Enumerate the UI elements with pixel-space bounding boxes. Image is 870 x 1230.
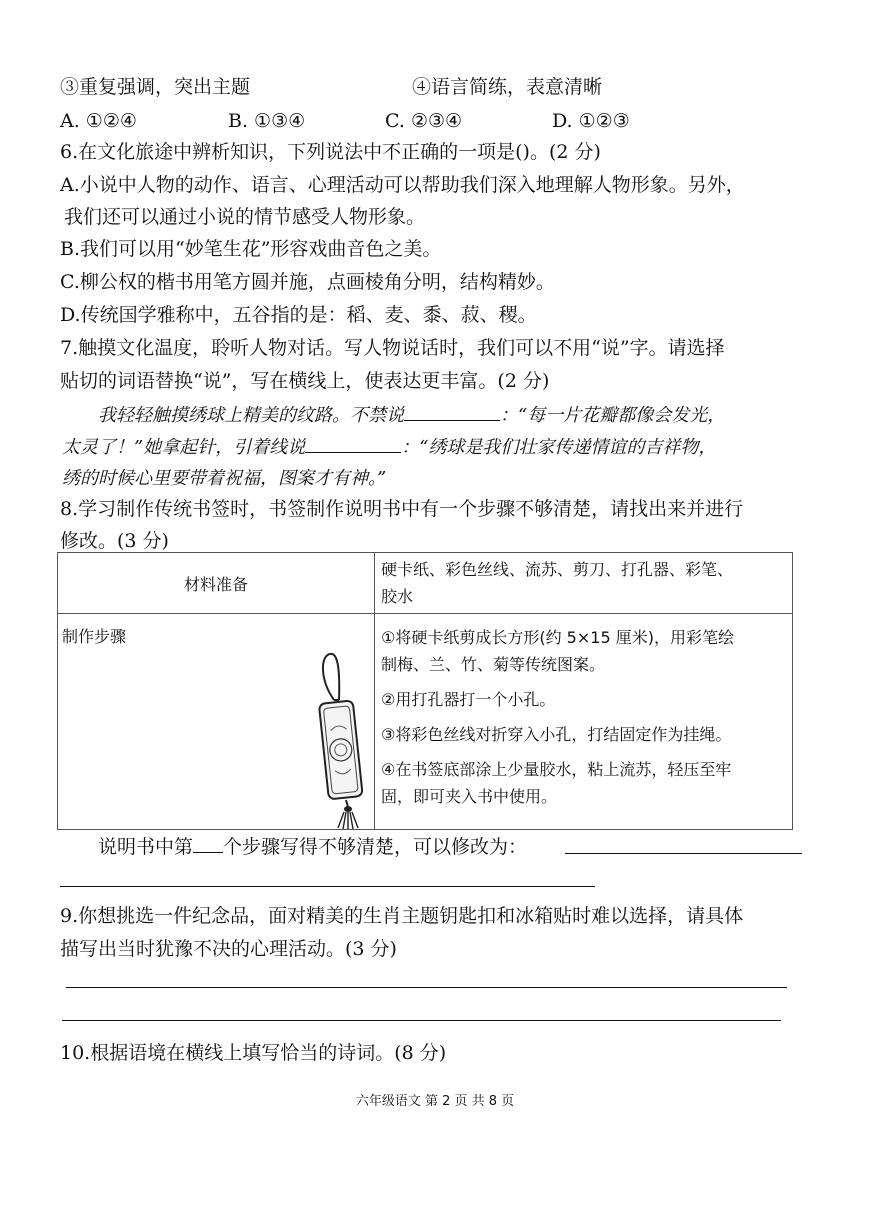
q7-passage-text: ：“绣球是我们壮家传递情谊的吉祥物， — [401, 437, 717, 458]
bookmark-illustration — [306, 652, 376, 830]
materials-line: 硬卡纸、彩色丝线、流苏、剪刀、打孔器、彩笔、 — [381, 560, 734, 579]
q8-stem-line1: 8.学习制作传统书签时，书签制作说明书中有一个步骤不够清楚，请找出来并进行 — [60, 498, 744, 520]
step-4 — [381, 756, 786, 810]
q5-option-c: C. ②③④ — [385, 110, 463, 132]
q5-option-d: D. ①②③ — [552, 110, 630, 132]
q5-option-b: B. ①③④ — [228, 110, 306, 132]
q7-passage-text: 我轻轻触摸绣球上精美的纹路。不禁说 — [98, 405, 404, 426]
q7-blank-2[interactable] — [305, 434, 401, 453]
q8-answer-line — [98, 834, 527, 860]
q7-stem-line1: 7.触摸文化温度，聆听人物对话。写人物说话时，我们可以不用“说”字。请选择 — [60, 337, 725, 359]
q8-answer-blank-2[interactable] — [60, 886, 595, 887]
q8-answer-text: 个步骤写得不够清楚，可以修改为： — [223, 836, 528, 858]
q9-answer-line-2[interactable] — [62, 1020, 781, 1021]
steps-list — [375, 614, 793, 830]
step-text: ①将硬卡纸剪成长方形(约 5×15 厘米)，用彩笔绘 — [381, 628, 734, 647]
q7-passage-line1 — [98, 402, 725, 429]
bookmark-instructions-table — [57, 552, 793, 830]
q7-passage-text: 太灵了！”她拿起针，引着线说 — [62, 437, 306, 458]
steps-label-cell — [58, 614, 375, 830]
materials-line: 胶水 — [381, 587, 414, 606]
steps-label: 制作步骤 — [62, 627, 127, 646]
q10-stem: 10.根据语境在横线上填写恰当的诗词。(8 分) — [60, 1042, 447, 1064]
q8-answer-blank-1[interactable] — [565, 853, 802, 854]
q6-stem: 6.在文化旅途中辨析知识，下列说法中不正确的一项是()。(2 分) — [60, 141, 601, 163]
q7-stem-line2: 贴切的词语替换“说”，写在横线上，使表达更丰富。(2 分) — [60, 370, 550, 392]
q6-option-a-line1: A.小说中人物的动作、语言、心理活动可以帮助我们深入地理解人物形象。另外， — [60, 174, 745, 196]
q6-option-b: B.我们可以用“妙笔生花”形容戏曲音色之美。 — [60, 238, 442, 260]
q6-option-a-line2: 我们还可以通过小说的情节感受人物形象。 — [64, 206, 426, 228]
q5-option-a: A. ①②④ — [60, 110, 137, 132]
q6-option-c: C.柳公权的楷书用笔方圆并施，点画棱角分明，结构精妙。 — [60, 271, 555, 293]
step-1 — [381, 624, 786, 678]
q7-passage-line3: 绣的时候心里要带着祝福，图案才有神。” — [62, 468, 387, 489]
q8-stem-line2: 修改。(3 分) — [60, 530, 169, 552]
step-text: 固，即可夹入书中使用。 — [381, 787, 558, 806]
step-text: 制梅、兰、竹、菊等传统图案。 — [381, 655, 606, 674]
q7-passage-line2 — [62, 434, 716, 461]
materials-label: 材料准备 — [58, 553, 375, 614]
step-2: ②用打孔器打一个小孔。 — [381, 690, 556, 709]
q9-stem-line2: 描写出当时犹豫不决的心理活动。(3 分) — [60, 938, 397, 960]
q9-answer-line-1[interactable] — [66, 987, 787, 988]
materials-list — [375, 553, 793, 614]
step-3: ③将彩色丝线对折穿入小孔，打结固定作为挂绳。 — [381, 725, 732, 744]
q8-answer-text: 说明书中第 — [98, 836, 194, 858]
q7-passage-text: ：“每一片花瓣都像会发光， — [500, 405, 726, 426]
q6-option-d: D.传统国学雅称中，五谷指的是：稻、麦、黍、菽、稷。 — [60, 304, 537, 326]
q9-stem-line1: 9.你想挑选一件纪念品，面对精美的生肖主题钥匙扣和冰箱贴时难以选择，请具体 — [60, 905, 744, 927]
page-footer: 六年级语文 第 2 页 共 8 页 — [355, 1094, 515, 1109]
step-text: ④在书签底部涂上少量胶水，粘上流苏，轻压至牢 — [381, 760, 732, 779]
q8-step-number-blank[interactable] — [193, 834, 223, 853]
q7-blank-1[interactable] — [404, 402, 500, 421]
q5-item-4: ④语言简练，表意清晰 — [412, 76, 603, 98]
q5-item-3: ③重复强调，突出主题 — [60, 76, 251, 98]
